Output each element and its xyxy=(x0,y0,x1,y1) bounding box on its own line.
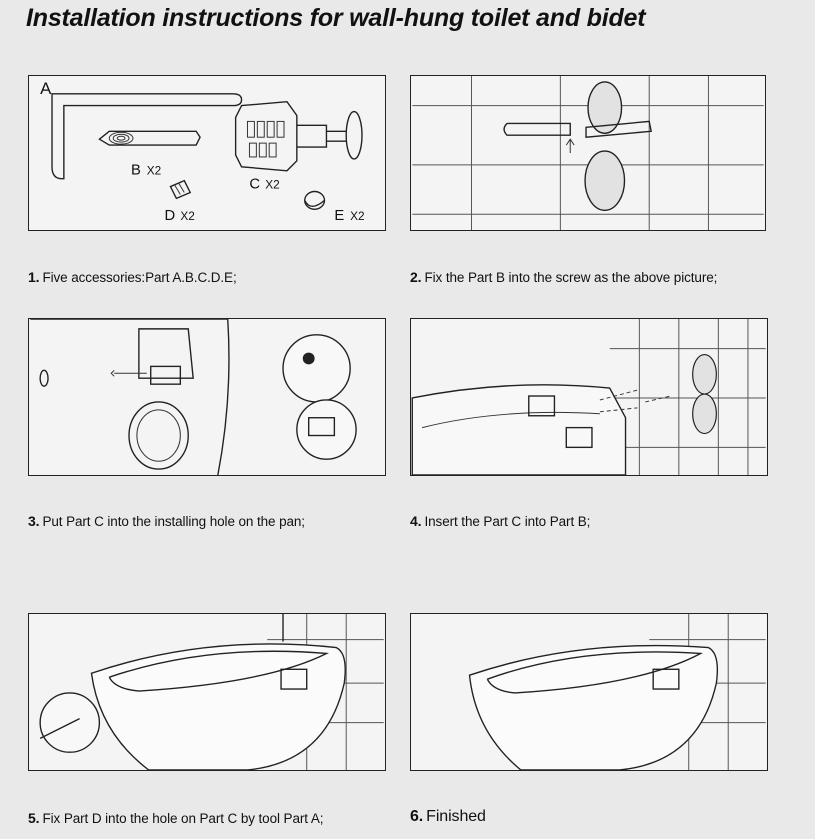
label-part-c: C xyxy=(249,176,261,193)
step-1-text: Five accessories:Part A.B.C.D.E; xyxy=(42,270,237,285)
step-1-caption xyxy=(28,269,237,285)
step-6-number: 6. xyxy=(410,808,424,825)
step-4-text: Insert the Part C into Part B; xyxy=(424,514,591,529)
step-5-text: Fix Part D into the hole on Part C by tool Part A; xyxy=(42,811,324,826)
step-3-text: Put Part C into the installing hole on the pan; xyxy=(42,514,305,529)
panel-accessories xyxy=(28,75,386,231)
label-part-e: E xyxy=(334,208,345,225)
step-4-caption xyxy=(410,513,590,529)
step-5-number: 5. xyxy=(28,810,40,826)
finished-toilet-illustration xyxy=(411,614,767,770)
pan-hole-illustration xyxy=(29,319,385,475)
label-part-e-qty: X2 xyxy=(350,209,365,224)
label-part-a: A xyxy=(40,78,52,98)
panel-insert-part-c xyxy=(28,318,386,476)
wall-screw-illustration xyxy=(411,76,765,230)
step-1-number: 1. xyxy=(28,269,40,285)
page-title: Installation instructions for wall-hung toilet and bidet xyxy=(26,4,646,32)
step-2-caption xyxy=(410,269,717,285)
panel-connect-c-to-b xyxy=(410,318,768,476)
step-3-caption xyxy=(28,513,305,529)
pan-to-wall-illustration xyxy=(411,319,767,475)
accessories-illustration xyxy=(29,76,385,230)
panel-fix-part-b xyxy=(410,75,766,231)
step-6-caption xyxy=(410,808,486,826)
label-part-b: B xyxy=(130,162,141,179)
step-2-number: 2. xyxy=(410,269,422,285)
step-3-number: 3. xyxy=(28,513,40,529)
label-part-c-qty: X2 xyxy=(265,177,280,192)
label-part-d-qty: X2 xyxy=(180,209,195,224)
panel-fix-part-d xyxy=(28,613,386,771)
step-4-number: 4. xyxy=(410,513,422,529)
part-b-threaded-rod xyxy=(99,131,200,145)
label-part-b-qty: X2 xyxy=(146,163,162,178)
tighten-screw-illustration xyxy=(29,614,385,770)
step-2-text: Fix the Part B into the screw as the above picture; xyxy=(424,270,718,285)
step-6-text: Finished xyxy=(426,808,486,825)
part-e-cap xyxy=(305,192,325,210)
label-part-d: D xyxy=(164,208,176,225)
panel-finished xyxy=(410,613,768,771)
part-c-sleeve xyxy=(236,102,362,171)
step-5-caption xyxy=(28,810,323,826)
part-d-set-screw xyxy=(170,181,190,199)
